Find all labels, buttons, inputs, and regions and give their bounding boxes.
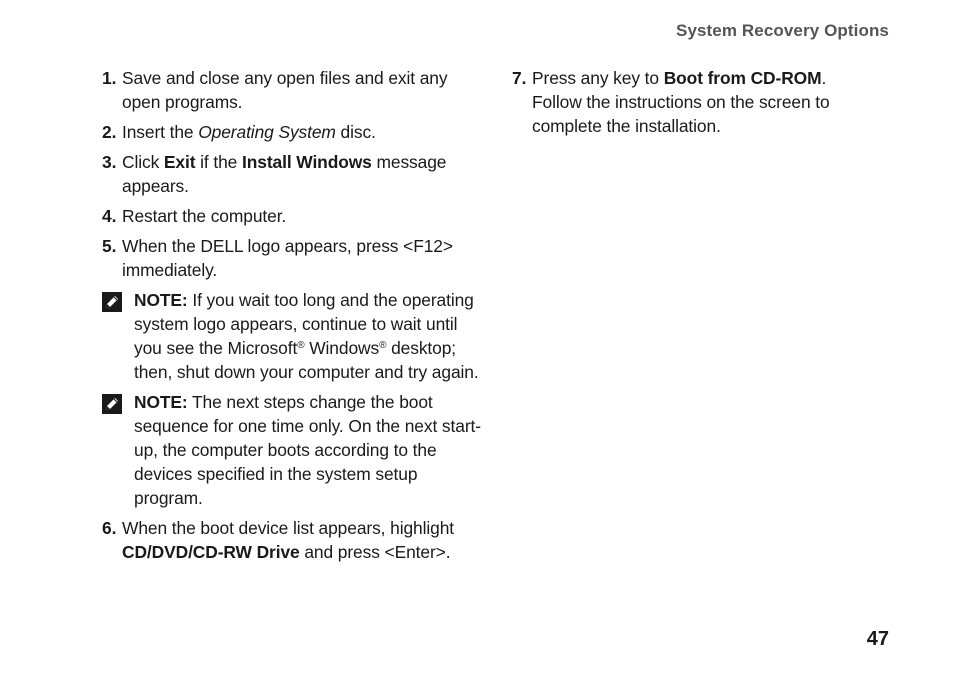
step-bold: Install Windows [242,152,372,172]
step-1 [102,66,487,114]
registered-mark: ® [297,340,305,351]
note-text: If you wait too long and the operating system logo appears, continue to wait until you see the Microsoft [134,290,474,358]
step-bold: Boot from CD-ROM [663,68,822,88]
step-text: Save and close any open files and exit any open programs. [122,68,448,112]
pencil-note-icon [102,292,122,312]
step-3 [102,150,487,198]
step-text: if the [195,152,242,172]
step-number: 6. [102,518,117,538]
step-number: 7. [512,68,527,88]
step-text: disc. [335,122,376,142]
note-text: The next steps change the boot sequence for one time only. On the next start-up, the computer boots according to the devices specified in the system setup program. [134,392,481,508]
step-text: Insert the [122,122,199,142]
step-text: . Follow the instructions on the screen to complete the installation. [532,68,830,136]
running-header: System Recovery Options [676,21,889,40]
step-number: 1. [102,68,117,88]
step-2 [102,120,487,144]
right-column [512,66,872,144]
note-label: NOTE: [134,392,188,412]
step-text: When the DELL logo appears, press <F12> immediately. [122,236,453,280]
step-number: 2. [102,122,117,142]
step-4 [102,204,487,228]
pencil-note-icon [102,394,122,414]
note-text: Windows [304,338,380,358]
registered-mark: ® [379,340,387,351]
step-7 [512,66,872,138]
step-number: 5. [102,236,117,256]
step-5 [102,234,487,282]
step-number: 4. [102,206,117,226]
step-text: Restart the computer. [122,206,287,226]
note-text: desktop; then, shut down your computer and try again. [134,338,479,382]
step-number: 3. [102,152,117,172]
step-text: Press any key to [532,68,664,88]
left-column [102,66,487,570]
step-text: When the boot device list appears, highlight [122,518,455,538]
note-label: NOTE: [134,290,188,310]
step-text: Click [122,152,164,172]
step-6 [102,516,487,564]
step-bold: Exit [163,152,196,172]
note-2 [102,390,487,510]
step-text: and press <Enter>. [299,542,451,562]
step-text: message appears. [122,152,447,196]
note-1 [102,288,487,384]
page-number: 47 [866,628,889,650]
step-emphasis: Operating System [198,122,336,142]
step-bold: CD/DVD/CD-RW Drive [122,542,300,562]
